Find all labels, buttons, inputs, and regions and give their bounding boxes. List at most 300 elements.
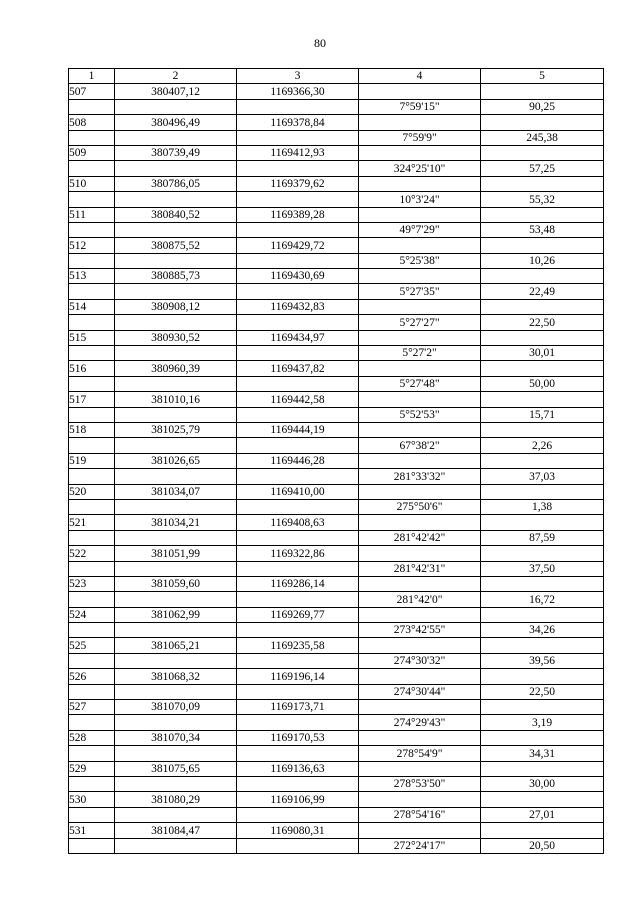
x-coordinate: 380885,73 (115, 269, 237, 284)
empty-cell (237, 346, 359, 361)
empty-cell (69, 346, 115, 361)
empty-cell (359, 207, 481, 222)
empty-cell (481, 422, 604, 437)
segment-row (69, 807, 604, 822)
direction-angle: 5°27'48" (359, 376, 481, 391)
x-coordinate: 381051,99 (115, 546, 237, 561)
y-coordinate: 1169429,72 (237, 238, 359, 253)
segment-row (69, 776, 604, 791)
empty-cell (481, 792, 604, 807)
empty-cell (359, 330, 481, 345)
y-coordinate: 1169235,58 (237, 638, 359, 653)
segment-row (69, 530, 604, 545)
empty-cell (237, 684, 359, 699)
point-row (69, 422, 604, 437)
segment-length: 90,25 (481, 99, 604, 114)
point-number: 517 (69, 392, 115, 407)
empty-cell (237, 161, 359, 176)
empty-cell (69, 807, 115, 822)
empty-cell (115, 592, 237, 607)
empty-cell (481, 515, 604, 530)
y-coordinate: 1169412,93 (237, 145, 359, 160)
direction-angle: 7°59'15" (359, 99, 481, 114)
empty-cell (237, 623, 359, 638)
segment-length: 34,31 (481, 746, 604, 761)
segment-row (69, 592, 604, 607)
empty-cell (237, 499, 359, 514)
empty-cell (237, 438, 359, 453)
point-number: 515 (69, 330, 115, 345)
y-coordinate: 1169080,31 (237, 823, 359, 838)
segment-length: 57,25 (481, 161, 604, 176)
point-row (69, 730, 604, 745)
empty-cell (115, 623, 237, 638)
empty-cell (115, 346, 237, 361)
empty-cell (115, 438, 237, 453)
segment-row (69, 192, 604, 207)
x-coordinate: 381034,21 (115, 515, 237, 530)
direction-angle: 272°24'17" (359, 838, 481, 853)
y-coordinate: 1169106,99 (237, 792, 359, 807)
empty-cell (481, 269, 604, 284)
point-row (69, 546, 604, 561)
x-coordinate: 381084,47 (115, 823, 237, 838)
empty-cell (237, 561, 359, 576)
empty-cell (69, 499, 115, 514)
point-row (69, 361, 604, 376)
empty-cell (115, 530, 237, 545)
segment-row (69, 684, 604, 699)
empty-cell (237, 776, 359, 791)
empty-cell (237, 746, 359, 761)
x-coordinate: 381075,65 (115, 761, 237, 776)
empty-cell (115, 561, 237, 576)
segment-row (69, 222, 604, 237)
y-coordinate: 1169437,82 (237, 361, 359, 376)
empty-cell (481, 700, 604, 715)
segment-length: 34,26 (481, 623, 604, 638)
empty-cell (359, 422, 481, 437)
empty-cell (69, 99, 115, 114)
empty-cell (359, 700, 481, 715)
empty-cell (481, 484, 604, 499)
empty-cell (481, 823, 604, 838)
empty-cell (359, 84, 481, 99)
segment-row (69, 407, 604, 422)
x-coordinate: 381026,65 (115, 453, 237, 468)
empty-cell (115, 715, 237, 730)
segment-row (69, 161, 604, 176)
point-number: 527 (69, 700, 115, 715)
empty-cell (115, 284, 237, 299)
segment-length: 37,03 (481, 469, 604, 484)
point-row (69, 484, 604, 499)
segment-row (69, 838, 604, 853)
empty-cell (481, 607, 604, 622)
empty-cell (359, 238, 481, 253)
segment-row (69, 653, 604, 668)
empty-cell (359, 792, 481, 807)
empty-cell (481, 238, 604, 253)
point-number: 520 (69, 484, 115, 499)
empty-cell (359, 638, 481, 653)
empty-cell (237, 838, 359, 853)
empty-cell (359, 176, 481, 191)
empty-cell (115, 684, 237, 699)
empty-cell (237, 222, 359, 237)
segment-length: 245,38 (481, 130, 604, 145)
point-number: 523 (69, 576, 115, 591)
segment-row (69, 469, 604, 484)
empty-cell (481, 392, 604, 407)
empty-cell (481, 84, 604, 99)
x-coordinate: 380739,49 (115, 145, 237, 160)
empty-cell (237, 376, 359, 391)
point-number: 510 (69, 176, 115, 191)
y-coordinate: 1169322,86 (237, 546, 359, 561)
empty-cell (359, 730, 481, 745)
direction-angle: 278°54'9" (359, 746, 481, 761)
empty-cell (237, 192, 359, 207)
empty-cell (69, 376, 115, 391)
empty-cell (69, 438, 115, 453)
empty-cell (115, 376, 237, 391)
point-number: 513 (69, 269, 115, 284)
point-number: 522 (69, 546, 115, 561)
y-coordinate: 1169269,77 (237, 607, 359, 622)
empty-cell (237, 530, 359, 545)
empty-cell (237, 130, 359, 145)
point-row (69, 207, 604, 222)
segment-row (69, 715, 604, 730)
empty-cell (359, 115, 481, 130)
direction-angle: 5°27'2" (359, 346, 481, 361)
empty-cell (481, 299, 604, 314)
segment-length: 87,59 (481, 530, 604, 545)
point-number: 514 (69, 299, 115, 314)
empty-cell (115, 161, 237, 176)
direction-angle: 274°30'32" (359, 653, 481, 668)
segment-length: 37,50 (481, 561, 604, 576)
empty-cell (359, 361, 481, 376)
direction-angle: 7°59'9" (359, 130, 481, 145)
segment-length: 1,38 (481, 499, 604, 514)
empty-cell (69, 407, 115, 422)
column-header-4: 4 (359, 69, 481, 84)
x-coordinate: 381065,21 (115, 638, 237, 653)
empty-cell (359, 576, 481, 591)
empty-cell (115, 222, 237, 237)
point-row (69, 638, 604, 653)
point-row (69, 823, 604, 838)
direction-angle: 10°3'24" (359, 192, 481, 207)
empty-cell (69, 469, 115, 484)
empty-cell (115, 315, 237, 330)
coordinates-table-body (69, 69, 604, 854)
column-header-2: 2 (115, 69, 237, 84)
y-coordinate: 1169136,63 (237, 761, 359, 776)
direction-angle: 67°38'2" (359, 438, 481, 453)
empty-cell (69, 561, 115, 576)
empty-cell (237, 807, 359, 822)
empty-cell (69, 130, 115, 145)
y-coordinate: 1169410,00 (237, 484, 359, 499)
x-coordinate: 381025,79 (115, 422, 237, 437)
column-header-3: 3 (237, 69, 359, 84)
point-row (69, 607, 604, 622)
empty-cell (359, 453, 481, 468)
x-coordinate: 380496,49 (115, 115, 237, 130)
point-number: 530 (69, 792, 115, 807)
empty-cell (359, 392, 481, 407)
point-row (69, 792, 604, 807)
segment-length: 2,26 (481, 438, 604, 453)
segment-length: 55,32 (481, 192, 604, 207)
empty-cell (481, 207, 604, 222)
empty-cell (481, 145, 604, 160)
y-coordinate: 1169430,69 (237, 269, 359, 284)
empty-cell (481, 638, 604, 653)
x-coordinate: 380840,52 (115, 207, 237, 222)
point-number: 528 (69, 730, 115, 745)
empty-cell (359, 484, 481, 499)
y-coordinate: 1169432,83 (237, 299, 359, 314)
empty-cell (115, 746, 237, 761)
x-coordinate: 381062,99 (115, 607, 237, 622)
x-coordinate: 380875,52 (115, 238, 237, 253)
empty-cell (69, 284, 115, 299)
empty-cell (237, 284, 359, 299)
empty-cell (69, 222, 115, 237)
point-row (69, 669, 604, 684)
empty-cell (69, 715, 115, 730)
empty-cell (481, 330, 604, 345)
segment-length: 3,19 (481, 715, 604, 730)
y-coordinate: 1169408,63 (237, 515, 359, 530)
empty-cell (115, 807, 237, 822)
segment-length: 27,01 (481, 807, 604, 822)
empty-cell (69, 315, 115, 330)
segment-length: 15,71 (481, 407, 604, 422)
point-number: 525 (69, 638, 115, 653)
empty-cell (481, 730, 604, 745)
segment-row (69, 253, 604, 268)
empty-cell (69, 653, 115, 668)
direction-angle: 275°50'6" (359, 499, 481, 514)
empty-cell (237, 592, 359, 607)
point-row (69, 299, 604, 314)
segment-length: 53,48 (481, 222, 604, 237)
empty-cell (69, 746, 115, 761)
point-row (69, 330, 604, 345)
direction-angle: 281°42'31" (359, 561, 481, 576)
empty-cell (69, 776, 115, 791)
point-number: 519 (69, 453, 115, 468)
empty-cell (69, 623, 115, 638)
empty-cell (69, 253, 115, 268)
point-number: 509 (69, 145, 115, 160)
direction-angle: 278°54'16" (359, 807, 481, 822)
point-row (69, 115, 604, 130)
segment-row (69, 438, 604, 453)
empty-cell (481, 115, 604, 130)
segment-row (69, 346, 604, 361)
x-coordinate: 381068,32 (115, 669, 237, 684)
segment-row (69, 376, 604, 391)
x-coordinate: 381010,16 (115, 392, 237, 407)
empty-cell (237, 407, 359, 422)
empty-cell (69, 838, 115, 853)
empty-cell (359, 515, 481, 530)
x-coordinate: 380930,52 (115, 330, 237, 345)
point-number: 508 (69, 115, 115, 130)
empty-cell (115, 469, 237, 484)
empty-cell (115, 130, 237, 145)
segment-length: 30,01 (481, 346, 604, 361)
page-number: 80 (314, 36, 326, 50)
coordinates-table (68, 68, 604, 854)
segment-length: 22,50 (481, 684, 604, 699)
empty-cell (115, 499, 237, 514)
empty-cell (115, 407, 237, 422)
point-number: 511 (69, 207, 115, 222)
empty-cell (481, 761, 604, 776)
segment-length: 20,50 (481, 838, 604, 853)
segment-row (69, 499, 604, 514)
point-row (69, 238, 604, 253)
point-number: 516 (69, 361, 115, 376)
x-coordinate: 380908,12 (115, 299, 237, 314)
direction-angle: 281°42'42" (359, 530, 481, 545)
y-coordinate: 1169446,28 (237, 453, 359, 468)
direction-angle: 5°27'35" (359, 284, 481, 299)
point-row (69, 176, 604, 191)
y-coordinate: 1169389,28 (237, 207, 359, 222)
segment-row (69, 99, 604, 114)
x-coordinate: 381080,29 (115, 792, 237, 807)
point-row (69, 761, 604, 776)
point-number: 531 (69, 823, 115, 838)
empty-cell (237, 253, 359, 268)
point-row (69, 515, 604, 530)
segment-row (69, 130, 604, 145)
y-coordinate: 1169366,30 (237, 84, 359, 99)
column-header-5: 5 (481, 69, 604, 84)
column-header-1: 1 (69, 69, 115, 84)
y-coordinate: 1169378,84 (237, 115, 359, 130)
y-coordinate: 1169286,14 (237, 576, 359, 591)
empty-cell (115, 776, 237, 791)
y-coordinate: 1169442,58 (237, 392, 359, 407)
empty-cell (359, 145, 481, 160)
y-coordinate: 1169196,14 (237, 669, 359, 684)
direction-angle: 5°25'38" (359, 253, 481, 268)
segment-length: 10,26 (481, 253, 604, 268)
segment-length: 16,72 (481, 592, 604, 607)
empty-cell (237, 315, 359, 330)
point-row (69, 700, 604, 715)
point-row (69, 84, 604, 99)
empty-cell (481, 176, 604, 191)
direction-angle: 281°42'0" (359, 592, 481, 607)
x-coordinate: 380407,12 (115, 84, 237, 99)
empty-cell (115, 99, 237, 114)
empty-cell (237, 469, 359, 484)
empty-cell (359, 269, 481, 284)
empty-cell (237, 715, 359, 730)
direction-angle: 281°33'32" (359, 469, 481, 484)
empty-cell (115, 653, 237, 668)
segment-length: 39,56 (481, 653, 604, 668)
direction-angle: 5°27'27" (359, 315, 481, 330)
empty-cell (481, 576, 604, 591)
table-header-row (69, 69, 604, 84)
point-row (69, 269, 604, 284)
empty-cell (237, 99, 359, 114)
x-coordinate: 381070,34 (115, 730, 237, 745)
empty-cell (69, 592, 115, 607)
segment-row (69, 315, 604, 330)
empty-cell (481, 669, 604, 684)
point-number: 529 (69, 761, 115, 776)
point-number: 524 (69, 607, 115, 622)
segment-row (69, 561, 604, 576)
point-number: 518 (69, 422, 115, 437)
empty-cell (69, 161, 115, 176)
direction-angle: 274°30'44" (359, 684, 481, 699)
x-coordinate: 380960,39 (115, 361, 237, 376)
point-number: 521 (69, 515, 115, 530)
direction-angle: 324°25'10" (359, 161, 481, 176)
segment-row (69, 284, 604, 299)
empty-cell (481, 546, 604, 561)
y-coordinate: 1169173,71 (237, 700, 359, 715)
point-number: 526 (69, 669, 115, 684)
empty-cell (359, 669, 481, 684)
empty-cell (69, 530, 115, 545)
point-row (69, 392, 604, 407)
empty-cell (115, 838, 237, 853)
segment-row (69, 746, 604, 761)
segment-length: 30,00 (481, 776, 604, 791)
point-number: 512 (69, 238, 115, 253)
direction-angle: 278°53'50" (359, 776, 481, 791)
y-coordinate: 1169444,19 (237, 422, 359, 437)
x-coordinate: 381059,60 (115, 576, 237, 591)
segment-length: 22,49 (481, 284, 604, 299)
empty-cell (115, 253, 237, 268)
empty-cell (481, 361, 604, 376)
direction-angle: 49°7'29" (359, 222, 481, 237)
point-row (69, 145, 604, 160)
y-coordinate: 1169170,53 (237, 730, 359, 745)
empty-cell (359, 546, 481, 561)
direction-angle: 273°42'55" (359, 623, 481, 638)
segment-length: 22,50 (481, 315, 604, 330)
x-coordinate: 381034,07 (115, 484, 237, 499)
empty-cell (481, 453, 604, 468)
x-coordinate: 381070,09 (115, 700, 237, 715)
empty-cell (69, 192, 115, 207)
empty-cell (115, 192, 237, 207)
y-coordinate: 1169434,97 (237, 330, 359, 345)
empty-cell (359, 299, 481, 314)
point-row (69, 453, 604, 468)
empty-cell (69, 684, 115, 699)
x-coordinate: 380786,05 (115, 176, 237, 191)
y-coordinate: 1169379,62 (237, 176, 359, 191)
empty-cell (359, 823, 481, 838)
